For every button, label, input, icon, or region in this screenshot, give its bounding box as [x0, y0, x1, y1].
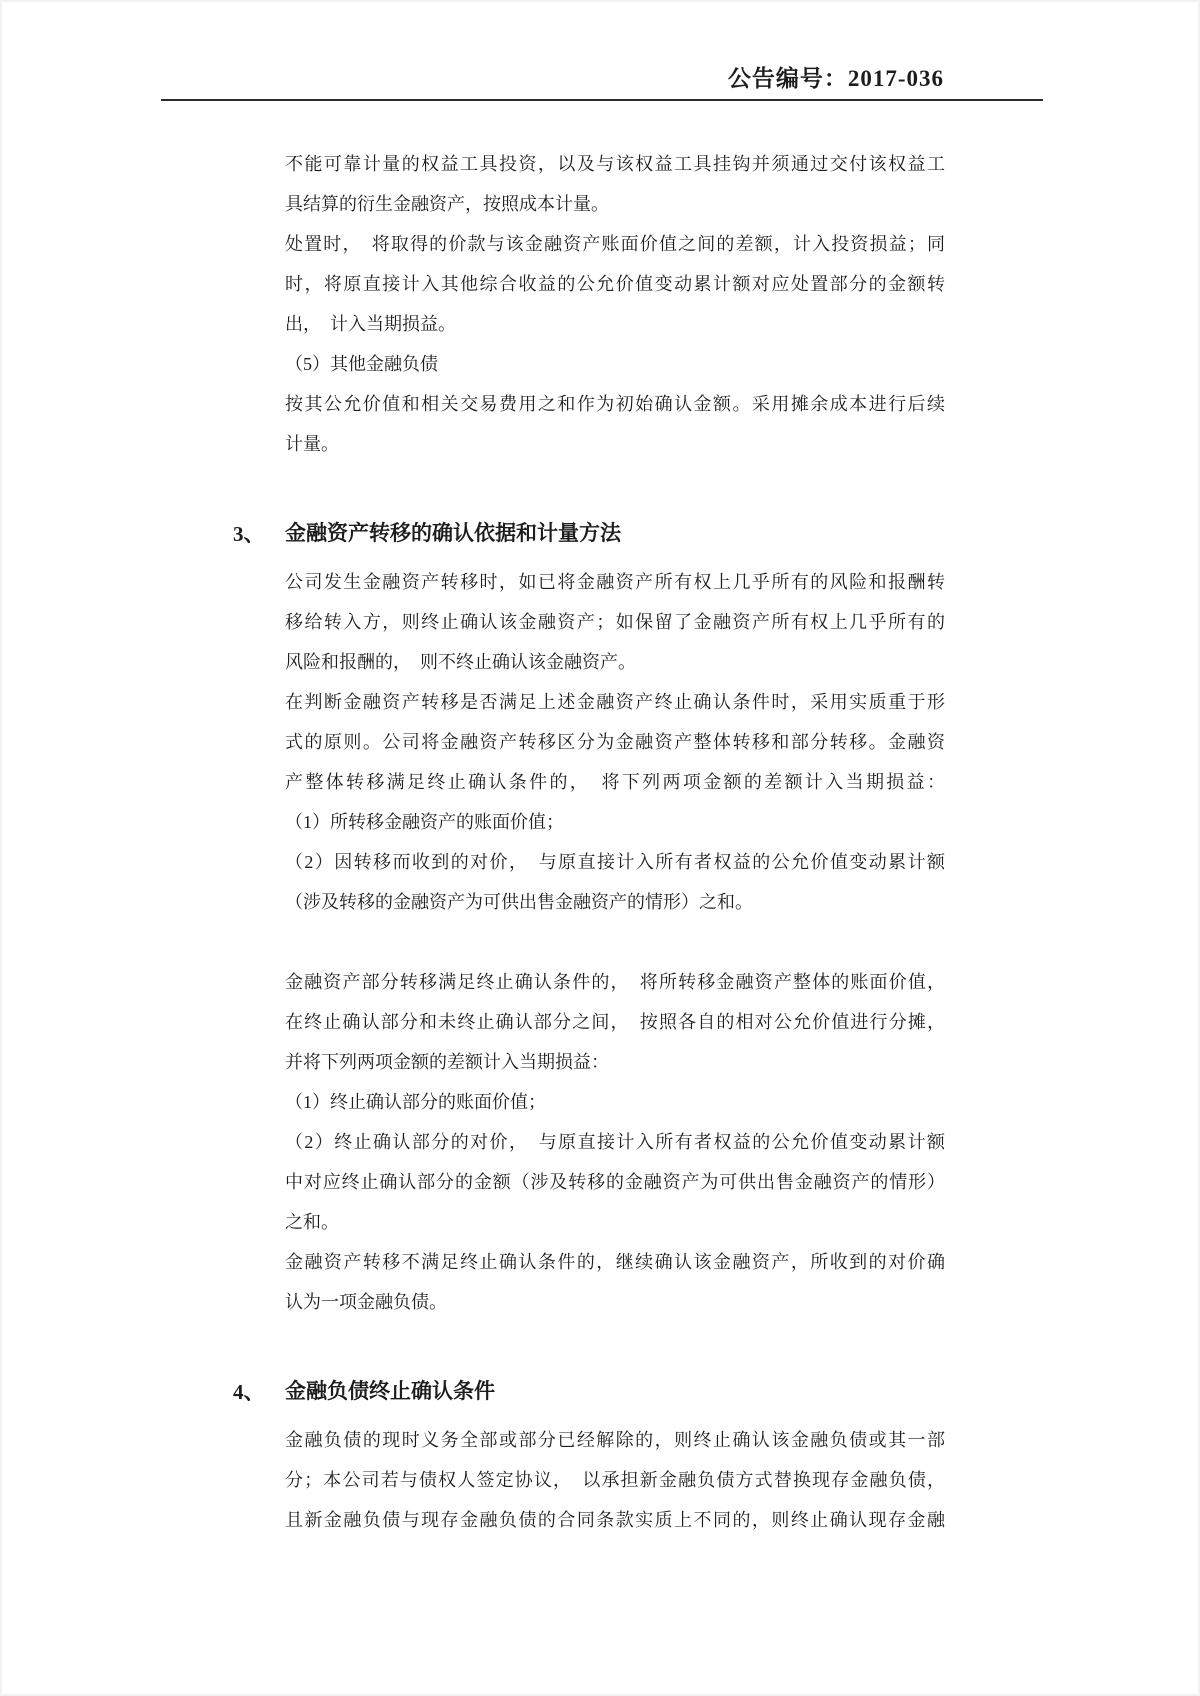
text-line: 式的原则。公司将金融资产转移区分为金融资产整体转移和部分转移。金融资: [285, 732, 945, 752]
section-heading: [233, 512, 945, 556]
text-line: （涉及转移的金融资产为可供出售金融资产的情形）之和。: [285, 892, 753, 912]
text-line: 金融负债的现时义务全部或部分已经解除的，则终止确认该金融负债或其一部: [285, 1430, 945, 1450]
paragraph: [285, 144, 945, 224]
paragraph: [285, 842, 945, 922]
text-line: 认为一项金融负债。: [285, 1292, 447, 1312]
text-line: 时，将原直接计入其他综合收益的公允价值变动累计额对应处置部分的金额转: [285, 274, 945, 294]
text-line: 具结算的衍生金融资产，按照成本计量。: [285, 194, 609, 214]
text-line: 移给转入方，则终止确认该金融资产；如保留了金融资产所有权上几乎所有的: [285, 612, 945, 632]
paragraph: [285, 344, 945, 384]
text-line: 金融资产转移不满足终止确认条件的，继续确认该金融资产，所收到的对价确: [285, 1252, 945, 1272]
text-line: 金融资产部分转移满足终止确认条件的， 将所转移金融资产整体的账面价值，: [285, 972, 945, 992]
document-body: [233, 144, 945, 1540]
text-line: 出， 计入当期损益。: [285, 314, 456, 334]
text-line: 在判断金融资产转移是否满足上述金融资产终止确认条件时，采用实质重于形: [285, 692, 945, 712]
paragraph-spacer: [285, 922, 945, 962]
announcement-number: 公告编号：2017-036: [727, 66, 944, 91]
paragraph: [285, 1420, 945, 1540]
section-title: 金融资产转移的确认依据和计量方法: [285, 522, 621, 545]
paragraph: [285, 384, 945, 464]
text-line: 公司发生金融资产转移时，如已将金融资产所有权上几乎所有的风险和报酬转: [285, 572, 945, 592]
section-number: 3、: [233, 522, 265, 546]
text-line: 分；本公司若与债权人签定协议， 以承担新金融负债方式替换现存金融负债，: [285, 1470, 945, 1490]
section-number: 4、: [233, 1380, 265, 1404]
text-line: 计量。: [285, 434, 339, 454]
text-line: 在终止确认部分和未终止确认部分之间， 按照各自的相对公允价值进行分摊，: [285, 1012, 945, 1032]
text-line: 产整体转移满足终止确认条件的， 将下列两项金额的差额计入当期损益：: [285, 772, 945, 792]
text-line: 风险和报酬的， 则不终止确认该金融资产。: [285, 652, 636, 672]
paragraph: [285, 1082, 945, 1122]
text-line: 处置时， 将取得的价款与该金融资产账面价值之间的差额，计入投资损益；同: [285, 234, 945, 254]
paragraph: [285, 962, 945, 1082]
text-line: 不能可靠计量的权益工具投资，以及与该权益工具挂钩并须通过交付该权益工: [285, 154, 945, 174]
text-line: 中对应终止确认部分的金额（涉及转移的金融资产为可供出售金融资产的情形）: [285, 1172, 945, 1192]
paragraph: [285, 562, 945, 682]
text-line: （5）其他金融负债: [285, 354, 438, 374]
text-line: 且新金融负债与现存金融负债的合同条款实质上不同的，则终止确认现存金融: [285, 1510, 945, 1530]
text-line: （2）终止确认部分的对价， 与原直接计入所有者权益的公允价值变动累计额: [285, 1132, 945, 1152]
text-line: 并将下列两项金额的差额计入当期损益：: [285, 1052, 609, 1072]
header-divider: [161, 99, 1043, 101]
paragraph: [285, 802, 945, 842]
paragraph: [285, 682, 945, 802]
paragraph: [285, 1242, 945, 1322]
paragraph: [285, 224, 945, 344]
text-line: 之和。: [285, 1212, 339, 1232]
text-line: （2）因转移而收到的对价， 与原直接计入所有者权益的公允价值变动累计额: [285, 852, 945, 872]
text-line: （1）所转移金融资产的账面价值；: [285, 812, 564, 832]
paragraph: [285, 1122, 945, 1242]
text-line: （1）终止确认部分的账面价值；: [285, 1092, 546, 1112]
section-title: 金融负债终止确认条件: [285, 1380, 495, 1403]
section-heading: [233, 1370, 945, 1414]
text-line: 按其公允价值和相关交易费用之和作为初始确认金额。采用摊余成本进行后续: [285, 394, 945, 414]
